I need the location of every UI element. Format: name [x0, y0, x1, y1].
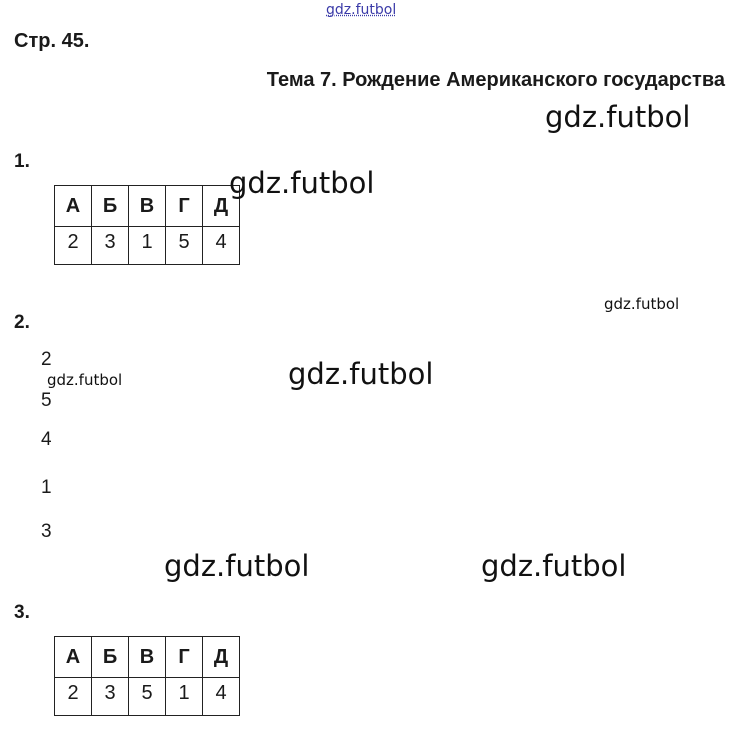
table-header-cell: А [55, 637, 92, 678]
sequence-item: 1 [41, 477, 52, 498]
task-number: 3. [14, 602, 30, 623]
table-cell: 1 [166, 678, 203, 716]
table-header-cell: В [129, 637, 166, 678]
sequence-item: 4 [41, 429, 52, 450]
sequence-item: 5 [41, 390, 52, 411]
table-cell: 5 [166, 227, 203, 265]
table-header-row [55, 637, 240, 678]
table-header-cell: Г [166, 186, 203, 227]
table-cell: 3 [92, 227, 129, 265]
table-cell: 2 [55, 227, 92, 265]
table-header-cell: В [129, 186, 166, 227]
answer-table-1 [54, 185, 240, 265]
topic-title: Тема 7. Рождение Американского государства [266, 69, 725, 91]
table-header-cell: Д [203, 637, 240, 678]
answer-table-3 [54, 636, 240, 716]
page-number: Стр. 45. [14, 30, 90, 52]
top-watermark: gdz.futbol [326, 2, 397, 18]
table-row [55, 227, 240, 265]
watermark: gdz.futbol [229, 166, 375, 200]
table-cell: 3 [92, 678, 129, 716]
watermark: gdz.futbol [288, 357, 434, 391]
task-number: 1. [14, 151, 30, 172]
table-header-cell: Д [203, 186, 240, 227]
watermark: gdz.futbol [481, 549, 627, 583]
table-cell: 5 [129, 678, 166, 716]
sequence-item: 3 [41, 521, 52, 542]
watermark: gdz.futbol [164, 549, 310, 583]
table-cell: 4 [203, 678, 240, 716]
table-cell: 1 [129, 227, 166, 265]
table-cell: 4 [203, 227, 240, 265]
sequence-item: 2 [41, 349, 52, 370]
watermark: gdz.futbol [47, 371, 123, 389]
table-header-cell: А [55, 186, 92, 227]
task-number: 2. [14, 312, 30, 333]
watermark: gdz.futbol [604, 295, 680, 313]
table-header-row [55, 186, 240, 227]
table-header-cell: Г [166, 637, 203, 678]
table-row [55, 678, 240, 716]
watermark: gdz.futbol [545, 100, 691, 134]
table-header-cell: Б [92, 637, 129, 678]
table-cell: 2 [55, 678, 92, 716]
table-header-cell: Б [92, 186, 129, 227]
